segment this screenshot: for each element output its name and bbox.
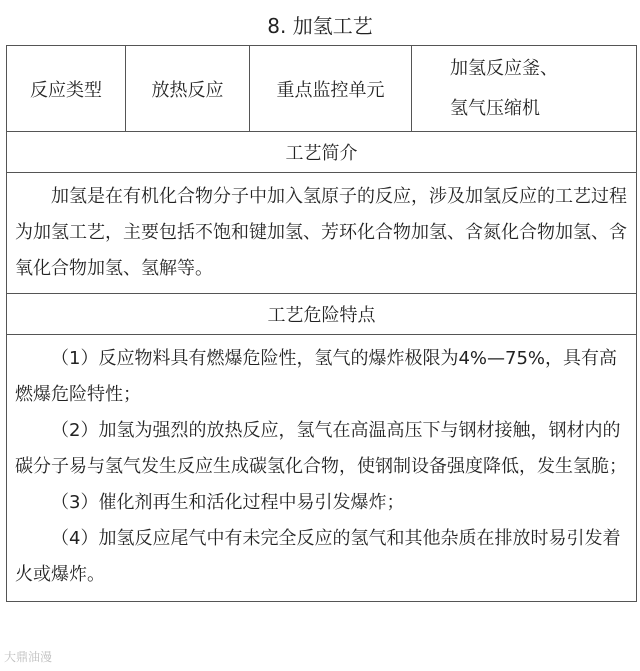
hazards-heading: 工艺危险特点 (7, 294, 637, 335)
key-unit-label: 重点监控单元 (250, 46, 412, 132)
hazards-list (7, 335, 637, 602)
key-unit-value (412, 46, 637, 132)
hazard-item: （1）反应物料具有燃爆危险性，氢气的爆炸极限为4%—75%，具有高燃爆危险特性； (15, 348, 618, 405)
reaction-type-value: 放热反应 (126, 46, 250, 132)
header-row (7, 46, 637, 132)
hazard-item: （3）催化剂再生和活化过程中易引发爆炸； (51, 492, 405, 513)
key-unit-value-line1: 加氢反应釜、 (450, 57, 558, 79)
intro-heading: 工艺简介 (7, 132, 637, 173)
reaction-type-label: 反应类型 (7, 46, 126, 132)
page-title: 8. 加氢工艺 (267, 14, 373, 38)
hazard-item: （4）加氢反应尾气中有未完全反应的氢气和其他杂质在排放时易引发着火或爆炸。 (15, 528, 621, 585)
hazard-item: （2）加氢为强烈的放热反应，氢气在高温高压下与钢材接触，钢材内的碳分子易与氢气发生反应生成碳氢化合物，使钢制设备强度降低，发生氢脆； (15, 420, 627, 477)
intro-text: 加氢是在有机化合物分子中加入氢原子的反应，涉及加氢反应的工艺过程为加氢工艺，主要包括不饱和键加氢、芳环化合物加氢、含氮化合物加氢、含氧化合物加氢、氢解等。 (7, 173, 637, 294)
process-spec-table (6, 45, 637, 602)
intro-heading-row (7, 132, 637, 173)
watermark: 大鼎油漫 (4, 650, 53, 664)
hazards-heading-row (7, 294, 637, 335)
hazards-body-row (7, 335, 637, 602)
key-unit-value-line2: 氢气压缩机 (450, 97, 540, 119)
intro-body-row (7, 173, 637, 294)
